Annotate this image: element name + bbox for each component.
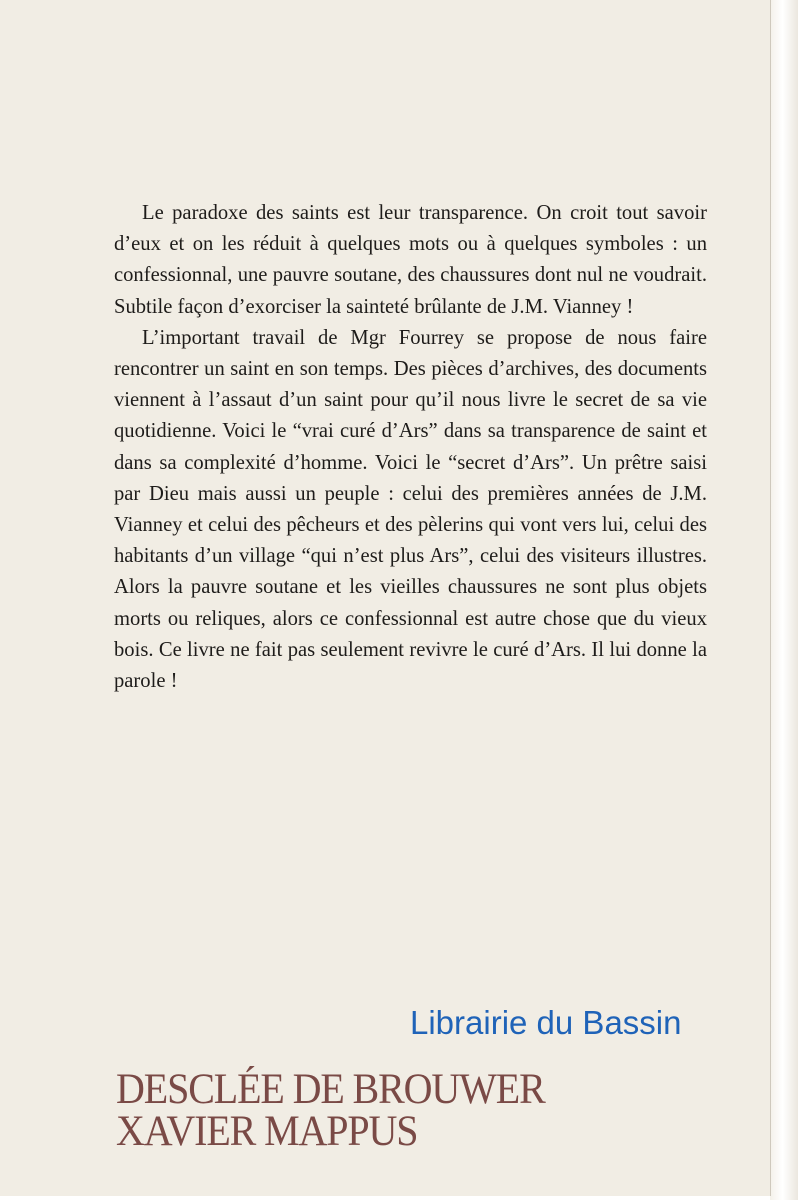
publisher-imprint — [116, 1066, 577, 1155]
cover-edge-line — [770, 0, 771, 1196]
bookseller-watermark: Librairie du Bassin — [410, 1004, 682, 1041]
blurb-paragraph-2: L’important travail de Mgr Fourrey se propose de nous faire rencontrer un saint en son temps. Des pièces d’archives, des documents viennent à l’assaut d’un saint pour qu’il nous livre le secret de sa vie quotidienne. Voici le “vrai curé d’Ars” dans sa transparence de saint et dans sa complexité d’homme. Voici le “secret d’Ars”. Un prêtre saisi par Dieu mais aussi un peuple : celui des premières années de J.M. Vianney et celui des pêcheurs et des pèlerins qui vont vers lui, celui des habitants d’un village “qui n’est plus Ars”, celui des visiteurs illustres. Alors la pauvre soutane et les vieilles chaussures ne sont plus objets morts ou reliques, alors ce confessionnal est autre chose que du vieux bois. Ce livre ne fait pas seulement revivre le curé d’Ars. Il lui donne la parole ! — [114, 326, 707, 693]
blurb-paragraph-1: Le paradoxe des saints est leur transparence. On croit tout savoir d’eux et on les réduit à quelques mots ou à quelques symboles : un confessionnal, une pauvre soutane, des chaussures dont nul ne voudrait. Subtile façon d’exorciser la sainteté brûlante de J.M. Vianney ! — [114, 202, 707, 318]
book-spine-edge — [770, 0, 798, 1200]
publisher-line-2: XAVIER MAPPUS — [116, 1108, 418, 1155]
blurb-text — [114, 198, 707, 697]
publisher-line-1: DESCLÉE DE BROUWER — [116, 1066, 545, 1113]
